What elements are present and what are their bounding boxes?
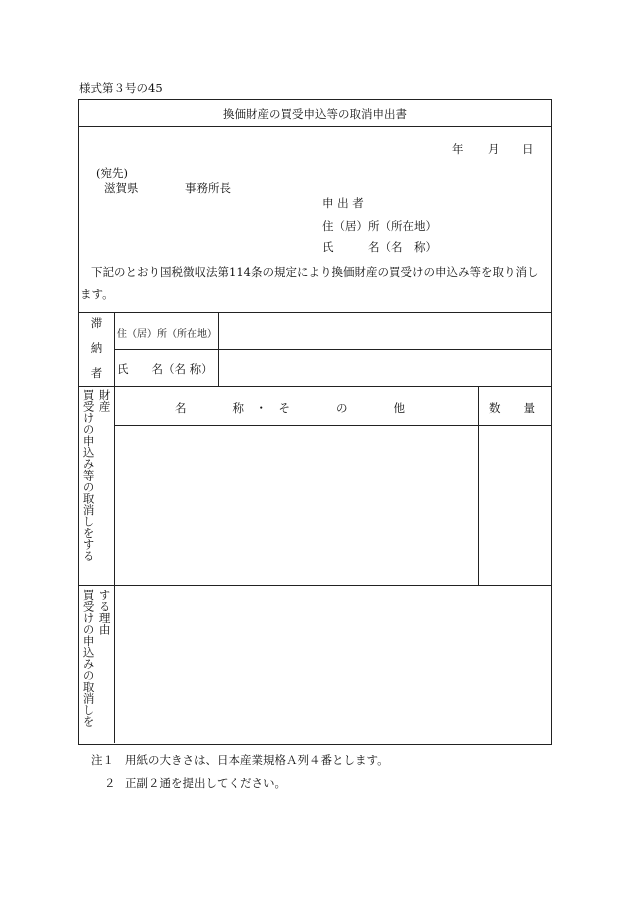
reason-label-col1: する理由 (97, 589, 112, 635)
property-header-qty: 数 量 (489, 401, 535, 415)
note-1-number: 注１ (91, 753, 114, 767)
note-2-number: ２ (104, 776, 116, 790)
label-column-divider (114, 313, 115, 743)
section-divider-property (79, 386, 551, 387)
statement-line1: 下記のとおり国税徴収法第114条の規定により換価財産の買受けの申込み等を取り消し (91, 265, 539, 279)
delinquent-name-label: 氏 名（名 称） (117, 362, 213, 376)
statement-line2: ます。 (80, 287, 114, 301)
addressee-prefix: (宛先) (96, 166, 128, 180)
note-1-text: 用紙の大きさは、日本産業規格Ａ列４番とします。 (125, 753, 389, 767)
delinquent-label-char: 者 (90, 366, 103, 380)
delinquent-label-char: 滞 (90, 316, 103, 330)
date-year: 年 (452, 142, 464, 156)
property-qty-divider (478, 387, 479, 585)
reason-label-col2: 買受けの申込みの取消しを (81, 589, 96, 727)
section-divider-reason (79, 585, 551, 586)
addressee-prefecture: 滋賀県 (104, 181, 139, 195)
delinquent-label (79, 318, 114, 393)
property-header-divider (115, 425, 551, 426)
delinquent-address-label: 住（居）所（所在地） (117, 329, 217, 340)
property-label-col1: 財産 (97, 389, 112, 412)
form-title: 換価財産の買受申込等の取消申出書 (223, 107, 407, 121)
delinquent-row-divider (115, 349, 551, 350)
property-label-col2: 買受けの申込み等の取消しをする (81, 389, 96, 562)
form-number: 様式第３号の45 (79, 81, 163, 95)
applicant-address-label: 住（居）所（所在地） (322, 219, 437, 233)
delinquent-label-char: 納 (90, 341, 103, 355)
date-month: 月 (488, 142, 500, 156)
property-header-name: 名 称 ・ そ の 他 (175, 401, 405, 415)
note-2-text: 正副２通を提出してください。 (125, 776, 286, 790)
applicant-name-label: 氏 名（名 称） (322, 240, 437, 254)
date-day: 日 (522, 142, 534, 156)
title-divider (79, 126, 551, 127)
section-divider-delinquent (79, 312, 551, 313)
addressee-office-chief: 事務所長 (185, 181, 231, 195)
form-frame (78, 99, 552, 745)
applicant-label: 申 出 者 (322, 196, 364, 210)
